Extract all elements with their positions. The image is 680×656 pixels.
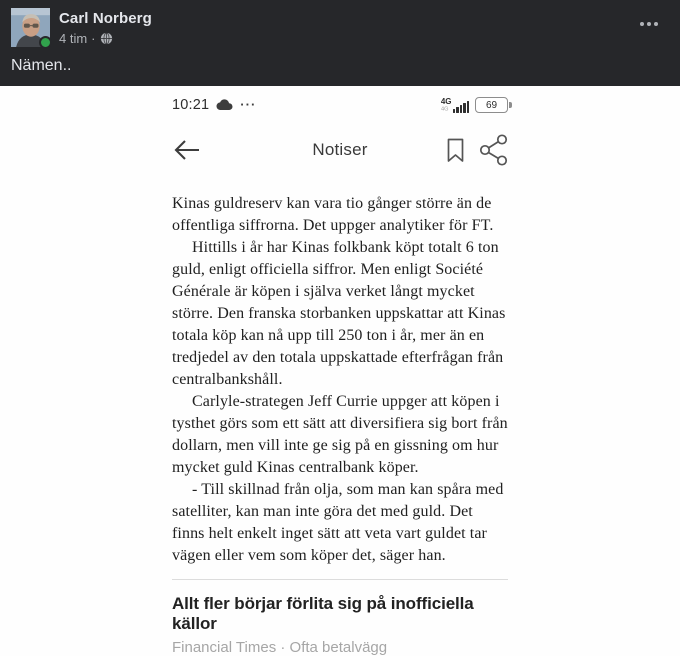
- battery-percent: 69: [485, 99, 498, 111]
- cloud-icon: [216, 99, 233, 111]
- meta-separator: ·: [91, 31, 96, 46]
- status-bar-left: [172, 97, 256, 113]
- status-time: 10:21: [172, 97, 210, 113]
- post-header: [11, 8, 668, 47]
- attached-screenshot-image[interactable]: [0, 86, 680, 656]
- status-bar: [172, 95, 508, 115]
- author-name[interactable]: Carl Norberg: [59, 10, 152, 27]
- signal-strength-icon: [441, 98, 469, 113]
- post-text: Nämen..: [11, 57, 72, 74]
- post-header-text: [59, 8, 152, 46]
- status-more-icon: ···: [240, 97, 257, 112]
- battery-icon: [475, 97, 508, 113]
- page-title: Notiser: [312, 140, 368, 159]
- online-status-dot: [39, 36, 52, 49]
- section-divider: [172, 579, 508, 580]
- article-body: [172, 193, 508, 567]
- network-type-sub-label: 4G: [440, 106, 449, 112]
- post-meta: [59, 31, 152, 46]
- post-timestamp[interactable]: 4 tim: [59, 31, 88, 46]
- phone-ui: [172, 86, 508, 656]
- article-paragraph: - Till skillnad från olja, som man kan spåra med satelliter, kan man inte göra det med guld. Det finns helt enkelt inget sätt att veta vart guldet tar vägen eller vem som köper det, säger han.: [172, 481, 504, 564]
- article-paragraph: Carlyle-strategen Jeff Currie uppger att köpen i tysthet görs som ett sätt att diversifiera sig bort från dollarn, men vill inte ge sig på en gissning om hur mycket guld Kinas centralbank köper.: [172, 393, 508, 476]
- network-type-label: 4G: [440, 96, 452, 106]
- globe-icon: [100, 32, 113, 45]
- facebook-post: [0, 0, 680, 86]
- article-source: Financial Times · Ofta betalvägg: [172, 639, 388, 656]
- avatar[interactable]: [11, 8, 50, 47]
- article-paragraph: Kinas guldreserv kan vara tio gånger större än de offentliga siffrorna. Det uppger analytiker för FT.: [172, 195, 494, 234]
- article-paragraph: Hittills i år har Kinas folkbank köpt totalt 6 ton guld, enligt officiella siffror. Men enligt Société Générale är köpen i själva verket långt mycket större. Den franska storbanken uppskattar att Kinas totala köp kan nå upp till 250 ton i år, mer än en tredjedel av den totala uppskattade efterfrågan från centralbankshåll.: [172, 239, 506, 388]
- status-bar-right: [441, 97, 508, 113]
- more-options-button[interactable]: [636, 18, 662, 30]
- next-article-headline: Allt fler börjar förlita sig på inofficiella källor: [172, 594, 474, 633]
- signal-bars: [453, 101, 470, 113]
- nav-bar: [172, 131, 508, 169]
